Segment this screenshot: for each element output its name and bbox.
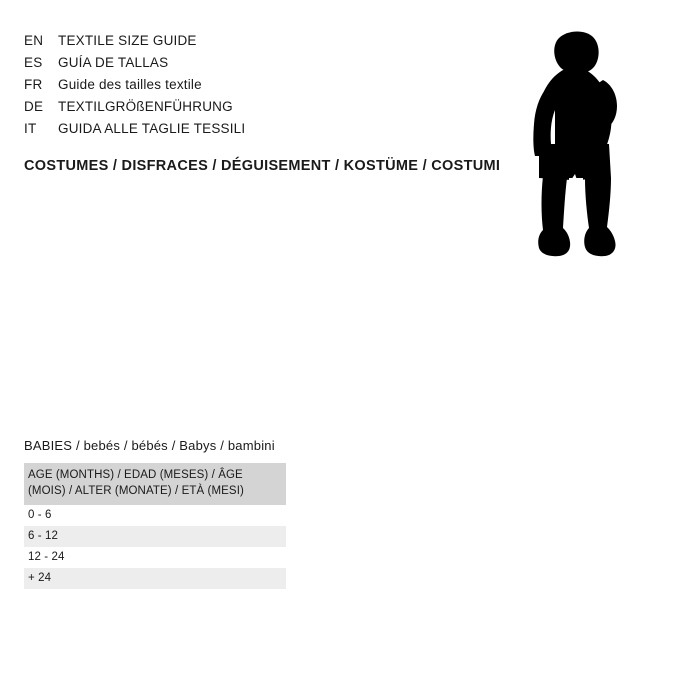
language-label: TEXTILGRÖßENFÜHRUNG <box>58 99 233 114</box>
costumes-heading: COSTUMES / DISFRACES / DÉGUISEMENT / KOSTÜME / COSTUMI <box>24 158 501 174</box>
language-code: DE <box>24 99 44 114</box>
language-list <box>24 33 444 143</box>
language-code: EN <box>24 33 44 48</box>
table-cell-age: + 24 <box>24 568 286 589</box>
language-label: GUÍA DE TALLAS <box>58 55 169 70</box>
language-label: GUIDA ALLE TAGLIE TESSILI <box>58 121 246 136</box>
language-row-de <box>24 99 444 121</box>
table-row <box>24 547 286 568</box>
language-code: ES <box>24 55 43 70</box>
toddler-silhouette-icon <box>505 28 635 258</box>
language-code: IT <box>24 121 37 136</box>
table-cell-age: 12 - 24 <box>24 547 286 568</box>
table-header-row <box>24 463 286 505</box>
size-table <box>24 463 286 589</box>
table-cell-age: 0 - 6 <box>24 505 286 526</box>
language-row-es <box>24 55 444 77</box>
table-row <box>24 526 286 547</box>
table-row <box>24 505 286 526</box>
language-label: TEXTILE SIZE GUIDE <box>58 33 197 48</box>
language-code: FR <box>24 77 43 92</box>
table-cell-age: 6 - 12 <box>24 526 286 547</box>
language-row-it <box>24 121 444 143</box>
table-column-header-age: AGE (MONTHS) / EDAD (MESES) / ÂGE (MOIS) / ALTER (MONATE) / ETÀ (MESI) <box>24 463 286 505</box>
language-row-en <box>24 33 444 55</box>
table-row <box>24 568 286 589</box>
language-label: Guide des tailles textile <box>58 77 202 92</box>
size-table-section <box>24 438 286 589</box>
table-title: BABIES / bebés / bébés / Babys / bambini <box>24 438 275 453</box>
language-row-fr <box>24 77 444 99</box>
